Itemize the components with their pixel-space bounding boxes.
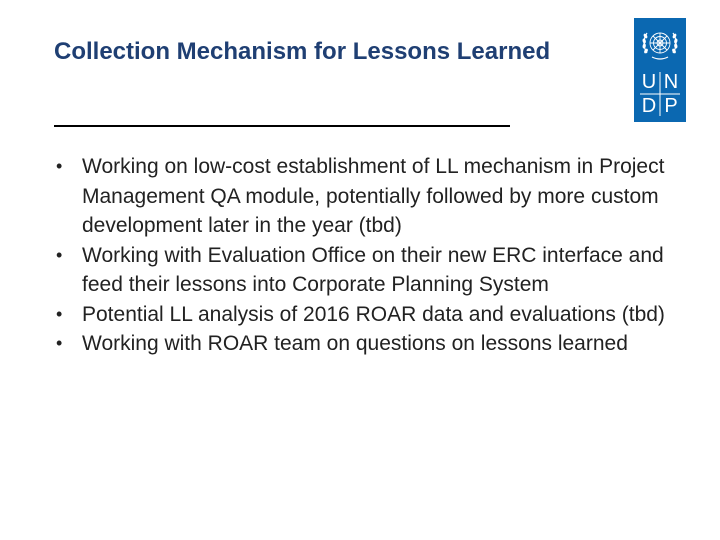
bullet-item xyxy=(54,329,710,359)
undp-logo xyxy=(634,18,686,122)
bullet-item xyxy=(54,152,710,241)
bullet-text: Potential LL analysis of 2016 ROAR data and evaluations (tbd) xyxy=(82,302,665,326)
un-emblem-icon xyxy=(639,23,681,65)
logo-letter: P xyxy=(664,95,678,117)
undp-letters xyxy=(638,70,682,118)
logo-letter: N xyxy=(663,71,679,93)
bullet-list xyxy=(54,152,710,359)
bullet-marker: • xyxy=(56,303,63,324)
bullet-marker: • xyxy=(56,156,63,176)
bullet-marker: • xyxy=(56,244,63,265)
bullet-marker: • xyxy=(56,333,63,353)
logo-letter: U xyxy=(641,71,657,93)
bullet-text: Working with Evaluation Office on their new ERC interface and feed their lessons into Corporate Planning System xyxy=(82,243,664,296)
bullet-item xyxy=(54,300,710,330)
bullet-item xyxy=(54,241,710,300)
logo-letter: D xyxy=(641,95,657,117)
bullet-text: Working on low-cost establishment of LL mechanism in Project Management QA module, potentially followed by more custom development later in the year (tbd) xyxy=(82,155,665,237)
bullet-text: Working with ROAR team on questions on lessons learned xyxy=(82,332,628,355)
title-underline-divider xyxy=(54,125,510,127)
slide-title: Collection Mechanism for Lessons Learned xyxy=(54,38,551,65)
